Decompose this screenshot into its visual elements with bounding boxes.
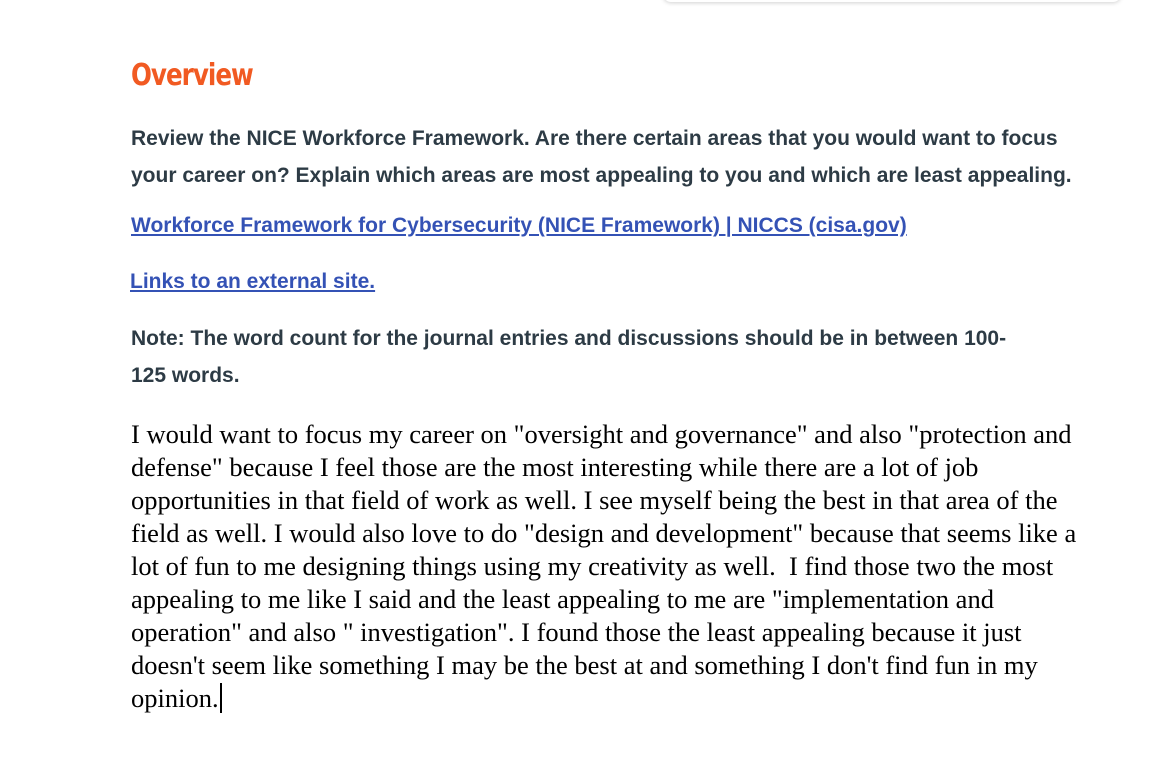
- assignment-content: [131, 56, 1081, 715]
- nice-framework-link[interactable]: Workforce Framework for Cybersecurity (NICE Framework) | NICCS (cisa.gov): [131, 214, 907, 237]
- external-site-link[interactable]: Links to an external site.: [130, 270, 376, 293]
- assignment-prompt: Review the NICE Workforce Framework. Are there certain areas that you would want to focus your career on? Explain which areas are most appealing to you and which are least appealing.: [131, 127, 1072, 187]
- word-count-note: Note: The word count for the journal entries and discussions should be in between 100-125 words.: [131, 327, 1007, 387]
- text-cursor: [220, 683, 222, 713]
- answer-text-editor[interactable]: [131, 418, 1081, 715]
- top-floating-panel: [663, 0, 1121, 2]
- answer-text: I would want to focus my career on "oversight and governance" and also "protection and defense" because I feel those are the most interesting while there are a lot of job opportunities in that field of work as well. I see myself being the best in that area of the field as well. I would also love to do "design and development" because that seems like a lot of fun to me designing things using my creativity as well. I find those two the most appealing to me like I said and the least appealing to me are "implementation and operation" and also " investigation". I found those the least appealing because it just doesn't seem like something I may be the best at and something I don't find fun in my opinion.: [131, 419, 1083, 713]
- page-title: Overview: [131, 58, 253, 93]
